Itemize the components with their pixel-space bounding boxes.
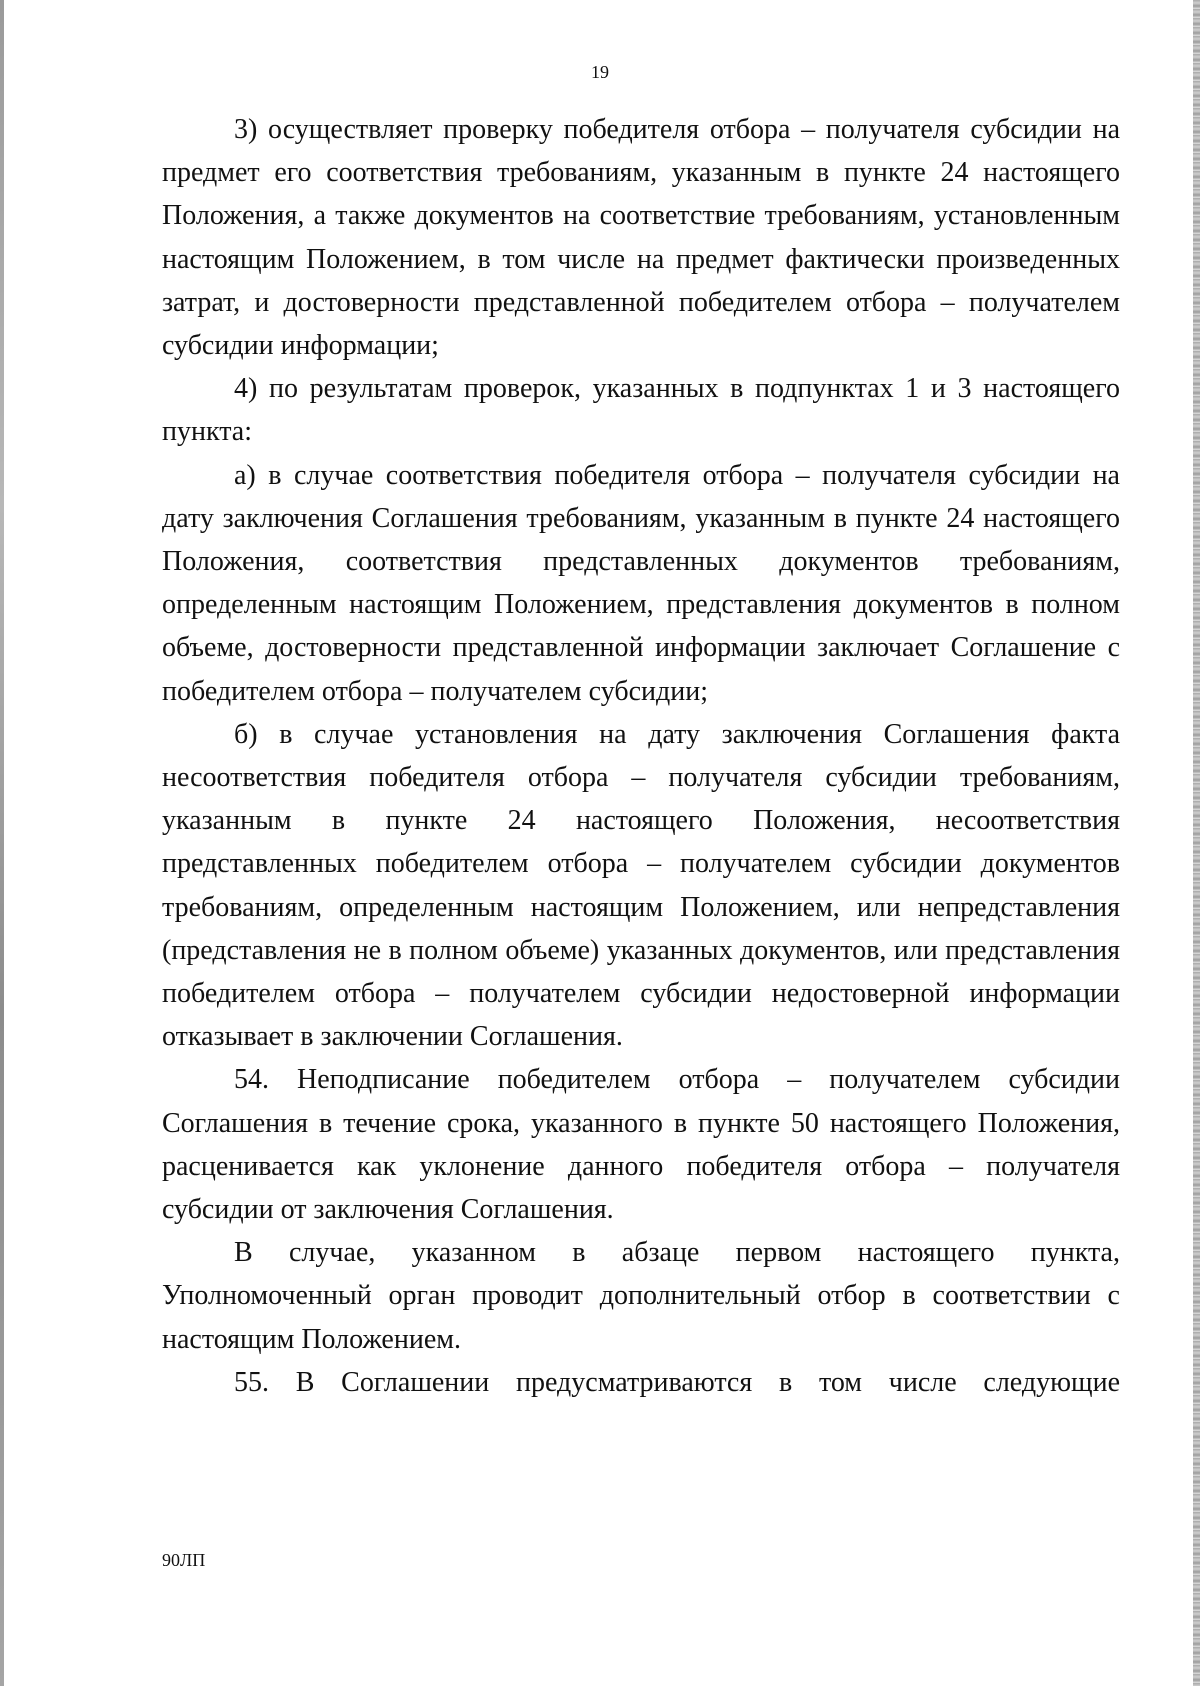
paragraph-item-3: 3) осуществляет проверку победителя отбора – получателя субсидии на предмет его соответствия требованиям, указанным в пункте 24 настоящего Положения, а также документов на соответствие требованиям, установленным настоящим Положением, в том числе на предмет фактически произведенных затрат, и достоверности представленной победителем отбора – получателем субсидии информации; [162, 114, 1120, 362]
page-number: 19 [591, 62, 609, 82]
footer-document-code: 90ЛП [162, 1550, 206, 1570]
scan-edge-left [0, 0, 4, 1686]
paragraph-subitem-a: а) в случае соответствия победителя отбора – получателя субсидии на дату заключения Соглашения требованиям, указанным в пункте 24 настоящего Положения, соответствия представленных документов требованиям, определенным настоящим Положением, представления документов в полном объеме, достоверности представленной информации заключает Соглашение с победителем отбора – получателем субсидии; [162, 459, 1120, 707]
paragraph-clause-55: 55. В Соглашении предусматриваются в том числе следующие [234, 1366, 1120, 1398]
paragraph-clause-54-second: В случае, указанном в абзаце первом настоящего пункта, Уполномоченный орган проводит дополнительный отбор в соответствии с настоящим Положением. [162, 1237, 1120, 1355]
scan-edge-right [1193, 0, 1200, 1686]
paragraph-clause-54: 54. Неподписание победителем отбора – получателем субсидии Соглашения в течение срока, указанного в пункте 50 настоящего Положения, расценивается как уклонение данного победителя отбора – получателя субсидии от заключения Соглашения. [162, 1064, 1120, 1226]
paragraph-item-4: 4) по результатам проверок, указанных в подпунктах 1 и 3 настоящего пункта: [162, 373, 1120, 448]
paragraph-subitem-b: б) в случае установления на дату заключения Соглашения факта несоответствия победителя отбора – получателя субсидии требованиям, указанным в пункте 24 настоящего Положения, несоответствия представленных победителем отбора – получателем субсидии документов требованиям, определенным настоящим Положением, или непредставления (представления не в полном объеме) указанных документов, или представления победителем отбора – получателем субсидии недостоверной информации отказывает в заключении Соглашения. [162, 718, 1120, 1053]
document-body [162, 108, 1120, 1404]
